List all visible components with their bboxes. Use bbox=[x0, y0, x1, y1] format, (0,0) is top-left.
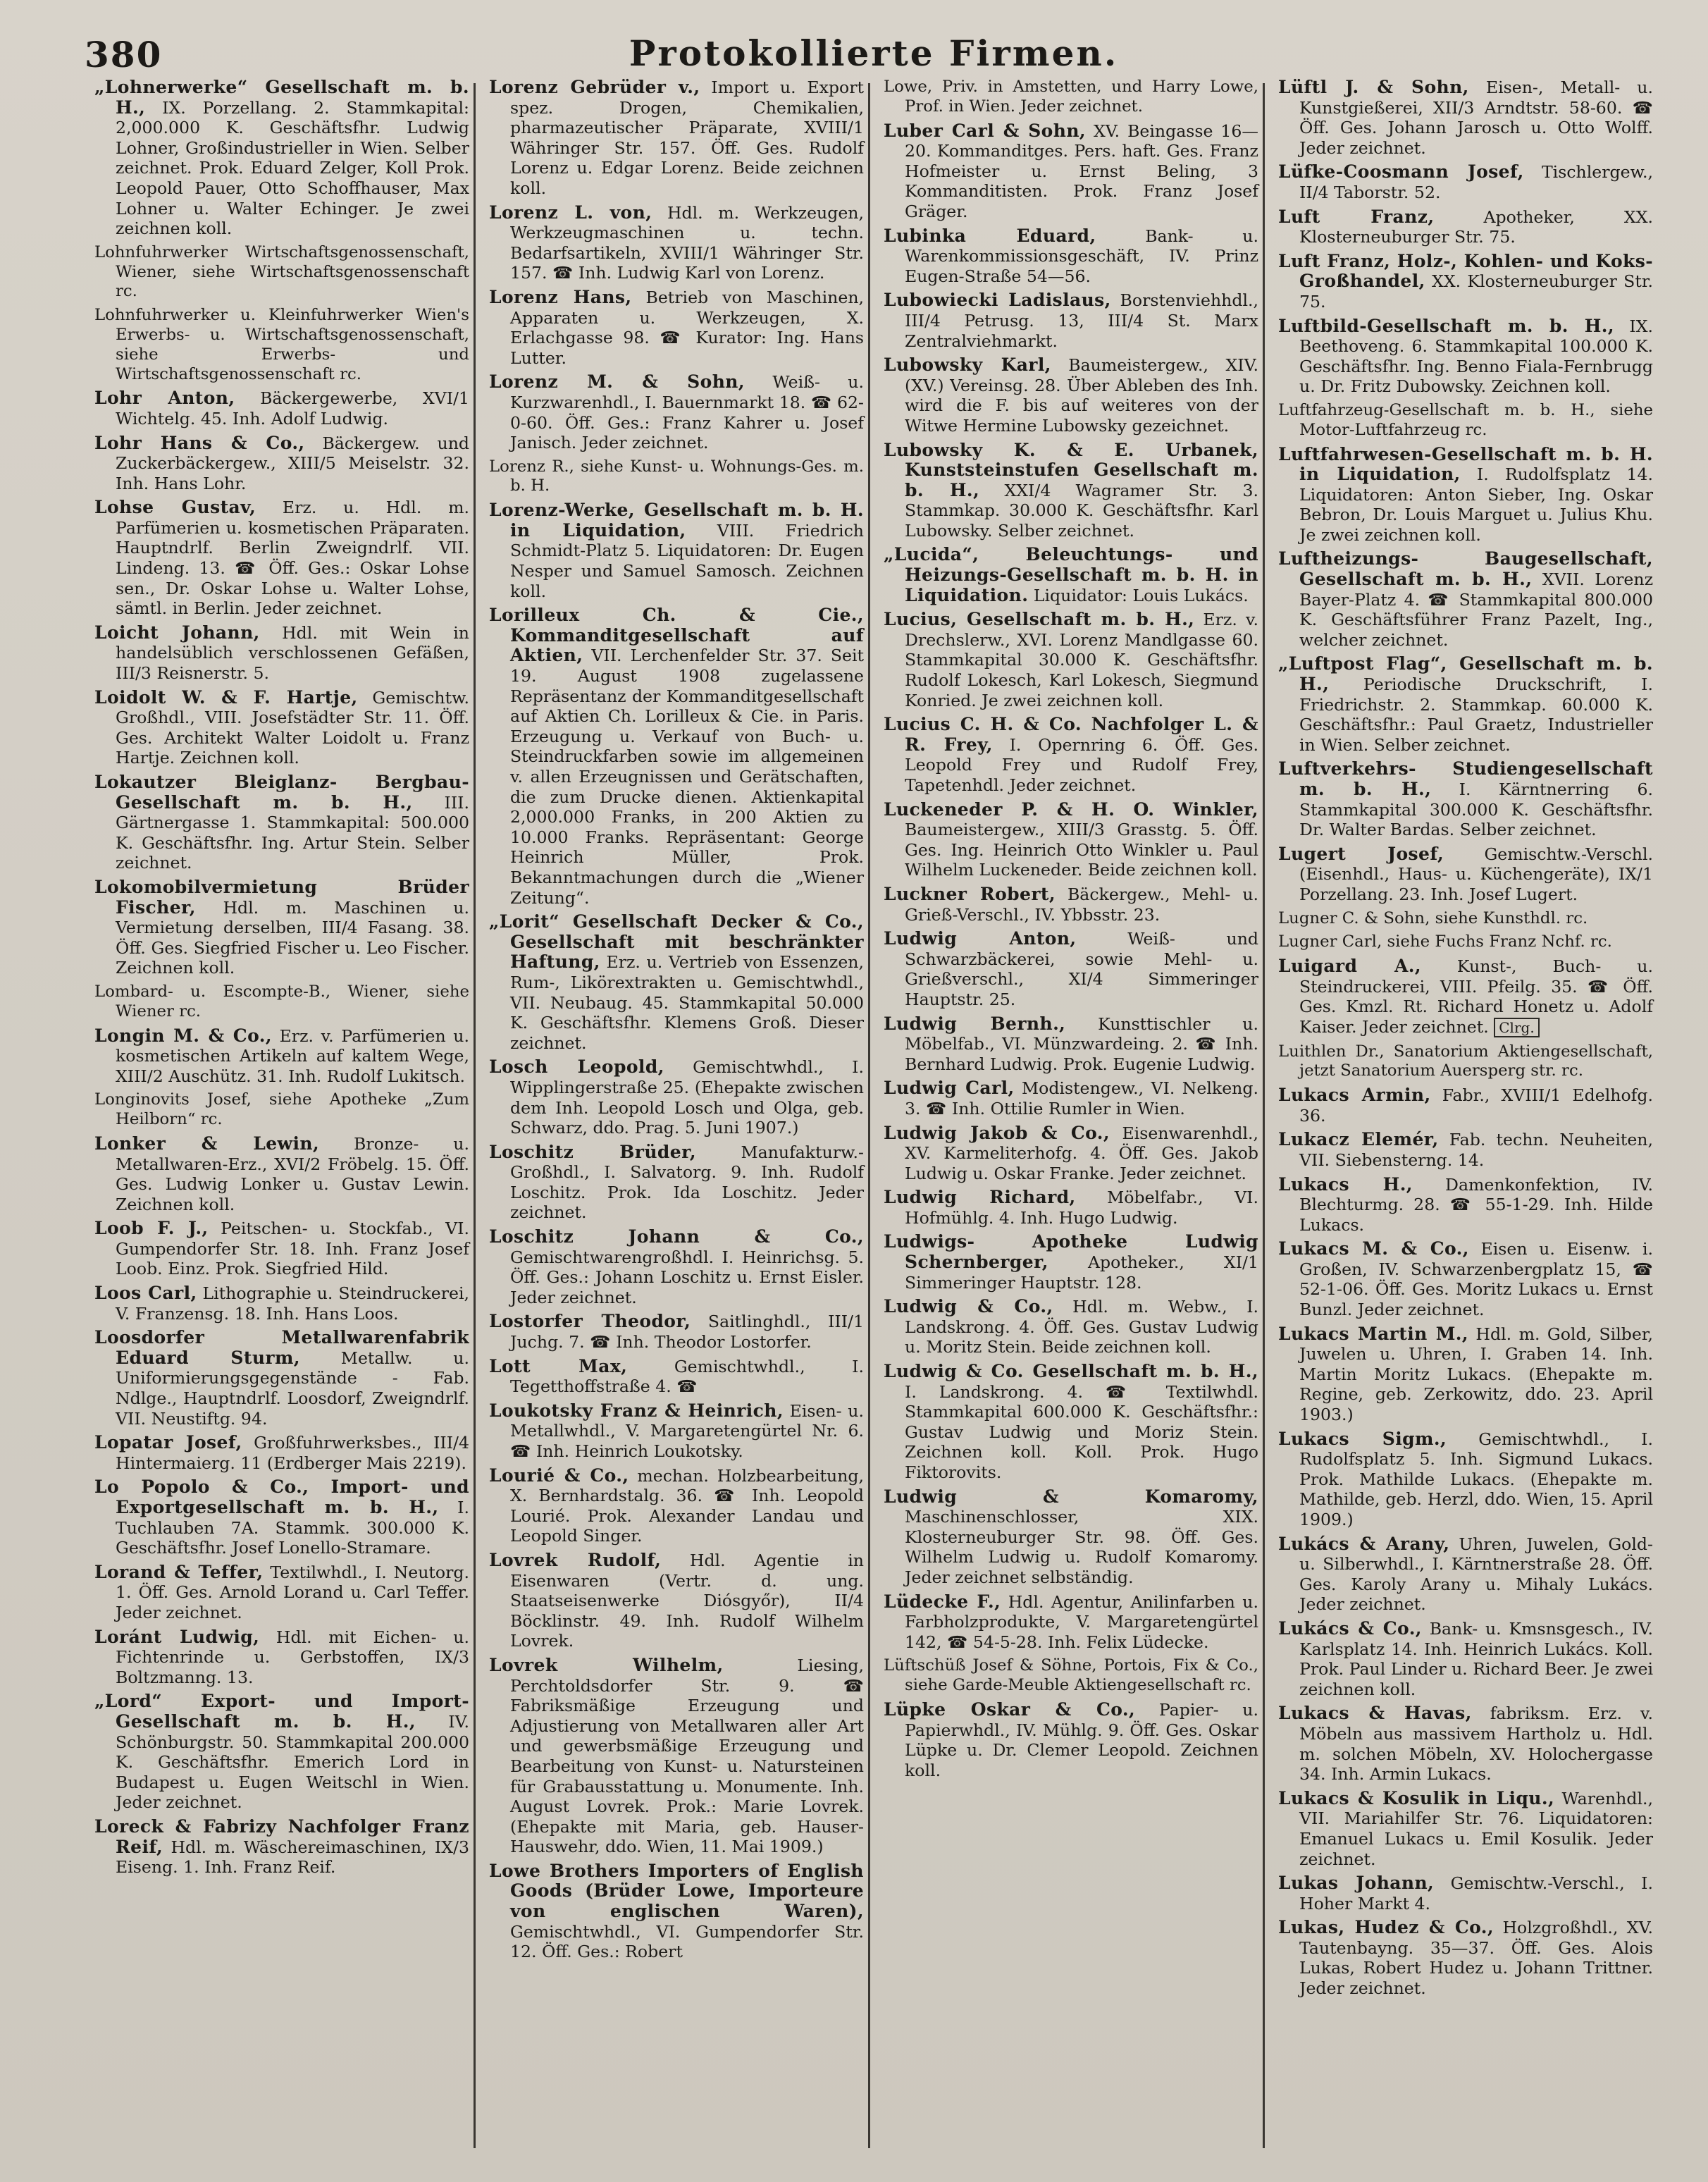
firm-name: Lukacs H., bbox=[1278, 1173, 1413, 1195]
directory-entry bbox=[1278, 1175, 1653, 1235]
directory-entry bbox=[1278, 401, 1653, 440]
entry-text: Longinovits Josef, siehe Apotheke „Zum Heilborn“ rc. bbox=[94, 1090, 469, 1129]
firm-name: Lorenz Hans, bbox=[489, 286, 632, 307]
firm-name: Longin M. & Co., bbox=[94, 1025, 272, 1046]
directory-entry bbox=[884, 1700, 1258, 1780]
firm-name: Lovrek Wilhelm, bbox=[489, 1654, 724, 1675]
directory-entry bbox=[489, 500, 864, 601]
directory-entry bbox=[1278, 207, 1653, 247]
directory-entry bbox=[489, 1227, 864, 1307]
firm-name: Lokautzer Bleiglanz- Bergbau-Gesellschaft m. b. H., bbox=[94, 772, 469, 813]
directory-entry bbox=[1278, 549, 1653, 650]
directory-entry bbox=[1278, 1918, 1653, 1998]
firm-name: Lohr Hans & Co., bbox=[94, 432, 305, 453]
entry-text: Eisen-, Metall- u. Kunstgießerei, XII/3 Arndtstr. 58-60. ☎ Öff. Ges. Johann Jarosch u. Otto Wolff. Jeder zeichnet. bbox=[1299, 78, 1654, 158]
firm-name: Lonker & Lewin, bbox=[94, 1133, 320, 1154]
directory-entry bbox=[884, 1188, 1258, 1228]
directory-entry bbox=[1278, 932, 1653, 952]
entry-text: Lohnfuhrwerker u. Kleinfuhrwerker Wien's Erwerbs- u. Wirtschaftsgenossenschaft, siehe Erwerbs- und Wirtschaftsgenossenschaft rc. bbox=[94, 306, 469, 383]
directory-entry bbox=[884, 1123, 1258, 1184]
firm-name: Lukas, Hudez & Co., bbox=[1278, 1917, 1494, 1938]
entry-text: Hdl. m. Wäschereimaschinen, IX/3 Eiseng. 1. Inh. Franz Reif. bbox=[116, 1837, 470, 1878]
entry-text: Textilwhdl., I. Neutorg. 1. Öff. Ges. Arnold Lorand u. Carl Teffer. Jeder zeichnet. bbox=[116, 1562, 469, 1622]
entry-text: XVII. Lorenz Bayer-Platz 4. ☎ Stammkapital 800.000 K. Geschäftsführer Franz Pazelt, Ing., welcher zeichnet. bbox=[1299, 569, 1654, 650]
entry-text: mechan. Holzbearbeitung, X. Bernhardstalg. 36. ☎ Inh. Leopold Lourié. Prok. Alexander Landau und Leopold Singer. bbox=[510, 1465, 864, 1546]
firm-name: Lohr Anton, bbox=[94, 388, 235, 409]
directory-entry bbox=[94, 388, 469, 429]
directory-entry bbox=[94, 306, 469, 384]
directory-entry bbox=[489, 1312, 864, 1352]
firm-name: Lukacs M. & Co., bbox=[1278, 1238, 1469, 1259]
entry-text: Erz. u. Vertrieb von Essenzen, Rum-, Likörextrakten u. Gemischtwhdl., VII. Neubaug. 45. Stammkapital 50.000 K. Geschäftsfhr. Klemens Groß. Dieser zeichnet. bbox=[510, 952, 864, 1053]
firm-name: Luigard A., bbox=[1278, 956, 1421, 977]
directory-entry bbox=[884, 226, 1258, 287]
entry-text: Fabr., XVIII/1 Edelhofg. 36. bbox=[1299, 1085, 1654, 1126]
entry-text: Warenhdl., VII. Mariahilfer Str. 76. Liquidatoren: Emanuel Lukacs u. Emil Kosulik. Jeder zeichnet. bbox=[1299, 1788, 1653, 1869]
directory-entry bbox=[1278, 162, 1653, 202]
directory-entry bbox=[1278, 252, 1653, 312]
entry-text: XX. Klosterneuburger Str. 75. bbox=[1299, 271, 1654, 312]
firm-name: Lukacs & Kosulik in Liqu., bbox=[1278, 1787, 1555, 1808]
entry-text: Eisen u. Eisenw. i. Großen, IV. Schwarzenbergplatz 15, ☎ 52-1-06. Öff. Ges. Moritz Lukacs u. Ernst Bunzl. Jeder zeichnet. bbox=[1299, 1239, 1653, 1320]
firm-name: „Lord“ Export- und Import-Gesellschaft m. b. H., bbox=[94, 1691, 469, 1732]
entry-text: Bank- u. Kmsnsgesch., IV. Karlsplatz 14. Inh. Heinrich Lukács. Koll. Prok. Paul Linder u. Richard Beer. Je zwei zeichnen koll. bbox=[1299, 1618, 1654, 1699]
firm-name: Luckner Robert, bbox=[884, 883, 1056, 904]
directory-entry bbox=[1278, 316, 1653, 397]
firm-name: Losch Leopold, bbox=[489, 1056, 664, 1078]
entry-text: Kunst-, Buch- u. Steindruckerei, VIII. Pfeilg. 35. ☎ Öff. Ges. Kmzl. Rt. Richard Honetz u. Adolf Kaiser. Jeder zeichnet. bbox=[1299, 956, 1654, 1037]
directory-entry bbox=[1278, 78, 1653, 158]
directory-entry bbox=[884, 715, 1258, 795]
directory-entry bbox=[94, 1817, 469, 1878]
directory-entry bbox=[94, 78, 469, 239]
entry-text: Borstenviehhdl., III/4 Petrusg. 13, III/4 St. Marx Zentralviehmarkt. bbox=[905, 290, 1258, 351]
firm-name: Lorand & Teffer, bbox=[94, 1561, 264, 1582]
entry-text: Bäckergew., Mehl- u. Grieß-Verschl., IV. Ybbsstr. 23. bbox=[905, 884, 1259, 925]
entry-text: Manufakturw.-Großhdl., I. Salvatorg. 9. Inh. Rudolf Loschitz. Prok. Ida Loschitz. Jeder zeichnet. bbox=[510, 1142, 864, 1223]
firm-name: Lucius C. H. & Co. Nachfolger L. & R. Frey, bbox=[884, 714, 1258, 755]
entry-text: Baumeistergew., XIII/3 Grasstg. 5. Öff. Ges. Ing. Heinrich Otto Winkler u. Paul Wilhelm Luckeneder. Beide zeichnen koll. bbox=[905, 820, 1258, 880]
entry-text: Saitlinghdl., III/1 Juchg. 7. ☎ Inh. Theodor Lostorfer. bbox=[510, 1312, 864, 1352]
entry-text: I. Kärntnerring 6. Stammkapital 300.000 K. Geschäftsfhr. Dr. Walter Bardas. Selber zeichnet. bbox=[1299, 779, 1653, 840]
directory-entry bbox=[884, 1362, 1258, 1483]
firm-name: Lukacs Martin M., bbox=[1278, 1323, 1468, 1344]
directory-entry bbox=[1278, 1042, 1653, 1082]
columns bbox=[85, 78, 1663, 2157]
firm-name: Ludwig & Co., bbox=[884, 1296, 1053, 1317]
firm-name: Loicht Johann, bbox=[94, 622, 260, 643]
firm-name: Lowe Brothers Importers of English Goods (Brüder Lowe, Importeure von englischen Waren), bbox=[489, 1860, 864, 1922]
entry-text: Bronze- u. Metallwaren-Erz., XVI/2 Fröbelg. 15. Öff. Ges. Ludwig Lonker u. Gustav Lewin. Zeichnen koll. bbox=[116, 1133, 470, 1214]
directory-entry bbox=[884, 290, 1258, 351]
entry-text: XXI/4 Wagramer Str. 3. Stammkap. 30.000 K. Geschäftsfhr. Karl Lubowsky. Selber zeichnet. bbox=[905, 480, 1258, 541]
entry-text: Periodische Druckschrift, I. Friedrichstr. 2. Stammkap. 60.000 K. Geschäftsfhr.: Paul Graetz, Industrieller in Wien. Selber zeichnet. bbox=[1299, 674, 1653, 755]
firm-name: Loukotsky Franz & Heinrich, bbox=[489, 1400, 784, 1421]
firm-name: Lukacs & Havas, bbox=[1278, 1703, 1472, 1724]
running-title: Protokollierte Firmen. bbox=[629, 32, 1119, 74]
directory-entry bbox=[884, 1078, 1258, 1118]
entry-text: Papier- u. Papierwhdl., IV. Mühlg. 9. Öff. Ges. Oskar Lüpke u. Dr. Clemer Leopold. Zeichnen koll. bbox=[905, 1699, 1258, 1780]
directory-entry bbox=[1278, 654, 1653, 755]
firm-name: Lubowsky K. & E. Urbanek, Kunststeinstufen Gesellschaft m. b. H., bbox=[884, 439, 1258, 500]
firm-name: Lubowsky Karl, bbox=[884, 355, 1051, 376]
directory-entry bbox=[94, 1562, 469, 1623]
firm-name: Lorilleux Ch. & Cie., Kommanditgesellschaft auf Aktien, bbox=[489, 605, 864, 666]
entry-text: Weiß- u. Kurzwarenhdl., I. Bauernmarkt 18. ☎ 62-0-60. Öff. Ges.: Franz Kahrer u. Josef Janisch. Jeder zeichnet. bbox=[510, 372, 864, 453]
firm-name: Lucius, Gesellschaft m. b. H., bbox=[884, 609, 1195, 630]
directory-entry bbox=[489, 1142, 864, 1223]
firm-name: Ludwig Carl, bbox=[884, 1078, 1015, 1099]
directory-entry bbox=[489, 1401, 864, 1462]
entry-text: Lugner C. & Sohn, siehe Kunsthdl. rc. bbox=[1278, 908, 1588, 927]
entry-text: Baumeistergew., XIV. (XV.) Vereinsg. 28. Über Ableben des Inh. wird die F. bis auf weiteres von der Witwe Hermine Lubowsky gezeichnet. bbox=[905, 355, 1258, 436]
directory-entry bbox=[94, 1627, 469, 1688]
firm-name: Lourié & Co., bbox=[489, 1465, 629, 1486]
directory-entry bbox=[1278, 1619, 1653, 1699]
entry-text: Apotheker, XX. Klosterneuburger Str. 75. bbox=[1299, 207, 1653, 247]
entry-text: Hdl. m. Maschinen u. Vermietung derselben, III/4 Fasang. 38. Öff. Ges. Siegfried Fischer u. Leo Fischer. Zeichnen koll. bbox=[116, 897, 469, 978]
directory-entry bbox=[489, 605, 864, 908]
directory-entry bbox=[884, 440, 1258, 541]
directory-entry bbox=[94, 982, 469, 1022]
firm-name: Lohse Gustav, bbox=[94, 497, 256, 518]
entry-text: Gemischtwarengroßhdl. I. Heinrichsg. 5. Öff. Ges.: Johann Loschitz u. Ernst Eisler. Jeder zeichnet. bbox=[510, 1247, 864, 1307]
directory-entry bbox=[94, 688, 469, 768]
directory-entry bbox=[94, 433, 469, 494]
entry-text: I. Rudolfsplatz 14. Liquidatoren: Anton Sieber, Ing. Oskar Bebron, Dr. Louis Marguet u. Julius Khu. Je zwei zeichnen koll. bbox=[1299, 464, 1654, 545]
entry-text: IX. Porzellang. 2. Stammkapital: 2,000.000 K. Geschäftsfhr. Ludwig Lohner, Großindustrieller in Wien. Selber zeichnet. Prok. Eduard Zelger, Koll Prok. Leopold Pauer, Otto Schoffhauser, Max Lohner u. Walter Echinger. Je zwei zeichnen koll. bbox=[116, 97, 469, 239]
entry-text: Hdl. mit Eichen- u. Fichtenrinde u. Gerbstoffen, IX/3 Boltzmanng. 13. bbox=[116, 1627, 469, 1687]
entry-text: Hdl. m. Webw., I. Landskrong. 4. Öff. Ges. Gustav Ludwig u. Moritz Stein. Beide zeichnen koll. bbox=[905, 1297, 1259, 1357]
entry-text: VII. Lerchenfelder Str. 37. Seit 19. August 1908 zugelassene Repräsentanz der Kommanditgesellschaft auf Aktien Ch. Lorilleux & Cie. in Paris. Erzeugung u. Verkauf von Buch- u. Steindruckfarben sowie im allgemeinen v. allen Erzeugnissen und Gerätschaften, die zum Drucke dienen. Aktienkapital 2,000.000 Franks, in 200 Aktien zu 10.000 Franks. Repräsentant: George Heinrich Müller, Prok. Bekanntmachungen durch die „Wiener Zeitung“. bbox=[510, 646, 865, 908]
directory-entry bbox=[1278, 1429, 1653, 1530]
directory-entry bbox=[884, 929, 1258, 1009]
firm-name: Luft Franz, Holz-, Kohlen- und Koks-Großhandel, bbox=[1278, 250, 1653, 292]
column-2 bbox=[479, 78, 874, 2157]
firm-name: Luftbild-Gesellschaft m. b. H., bbox=[1278, 315, 1615, 336]
directory-entry bbox=[884, 1656, 1258, 1696]
entry-text: VIII. Friedrich Schmidt-Platz 5. Liquidatoren: Dr. Eugen Nesper und Samuel Samosch. Zeichnen koll. bbox=[510, 520, 864, 601]
firm-name: Ludwig Bernh., bbox=[884, 1013, 1066, 1034]
entry-text: Tischlergew., II/4 Taborstr. 52. bbox=[1299, 162, 1653, 202]
entry-text: Großfuhrwerksbes., III/4 Hintermaierg. 11 (Erdberger Mais 2219). bbox=[116, 1433, 470, 1473]
firm-name: Lo Popolo & Co., Import- und Exportgesellschaft m. b. H., bbox=[94, 1477, 469, 1518]
directory-entry bbox=[489, 1466, 864, 1546]
entry-text: Hdl. Agentie in Eisenwaren (Vertr. d. ung. Staatseisenwerke Diósgyőr), II/4 Böcklinstr. 49. Inh. Rudolf Wilhelm Lovrek. bbox=[510, 1550, 864, 1651]
firm-name: Luft Franz, bbox=[1278, 206, 1435, 227]
firm-name: „Lohnerwerke“ Gesellschaft m. b. H., bbox=[94, 78, 469, 118]
entry-text: Betrieb von Maschinen, Apparaten u. Werkzeugen, X. Erlachgasse 98. ☎ Kurator: Ing. Hans Lutter. bbox=[510, 287, 865, 368]
entry-text: IV. Schönburgstr. 50. Stammkapital 200.000 K. Geschäftsfhr. Emerich Lord in Budapest u. Eugen Weitschl in Wien. Jeder zeichnet. bbox=[116, 1711, 470, 1813]
firm-name: Ludwig Richard, bbox=[884, 1187, 1076, 1208]
entry-text: Maschinenschlosser, XIX. Klosterneuburger Str. 98. Öff. Ges. Wilhelm Ludwig u. Rudolf Komaromy. Jeder zeichnet selbständig. bbox=[905, 1507, 1258, 1587]
directory-entry bbox=[489, 457, 864, 497]
entry-text: Luftfahrzeug-Gesellschaft m. b. H., siehe Motor-Luftfahrzeug rc. bbox=[1278, 400, 1653, 439]
firm-name: Lostorfer Theodor, bbox=[489, 1311, 691, 1332]
entry-text: fabriksm. Erz. v. Möbeln aus massivem Hartholz u. Hdl. m. solchen Möbeln, XV. Holochergasse 34. Inh. Armin Lukacs. bbox=[1299, 1703, 1654, 1785]
directory-entry bbox=[94, 1433, 469, 1473]
column-4 bbox=[1268, 78, 1663, 2157]
directory-entry bbox=[94, 1477, 469, 1558]
entry-text: Fab. techn. Neuheiten, VII. Siebensterng. 14. bbox=[1299, 1130, 1653, 1170]
directory-entry bbox=[884, 800, 1258, 880]
directory-entry bbox=[489, 203, 864, 283]
entry-text: Modistengew., VI. Nelkeng. 3. ☎ Inh. Ottilie Rumler in Wien. bbox=[905, 1078, 1258, 1118]
entry-text: Eisenwarenhdl., XV. Karmeliterhofg. 4. Öff. Ges. Jakob Ludwig u. Oskar Franke. Jeder zeichnet. bbox=[905, 1123, 1259, 1183]
firm-name: „Lucida“, Beleuchtungs- und Heizungs-Gesellschaft m. b. H. in Liquidation. bbox=[884, 544, 1258, 605]
entry-text: Uhren, Juwelen, Gold- u. Silberwhdl., I. Kärntnerstraße 28. Öff. Ges. Karoly Arany u. Mihaly Lukács. Jeder zeichnet. bbox=[1299, 1534, 1653, 1615]
directory-entry bbox=[489, 1357, 864, 1397]
firm-name: Lubowiecki Ladislaus, bbox=[884, 290, 1111, 311]
entry-text: IX. Beethoveng. 6. Stammkapital 100.000 K. Geschäftsfhr. Ing. Benno Fiala-Fernbrugg u. Dr. Fritz Dubowsky. Zeichnen koll. bbox=[1299, 316, 1653, 397]
directory-entry bbox=[884, 884, 1258, 925]
directory-entry bbox=[94, 243, 469, 302]
entry-text: Hdl. m. Werkzeugen, Werkzeugmaschinen u. techn. Bedarfsartikeln, XVIII/1 Währinger Str. 157. ☎ Inh. Ludwig Karl von Lorenz. bbox=[510, 202, 865, 283]
directory-entry bbox=[1278, 1873, 1653, 1913]
entry-text: Lugner Carl, siehe Fuchs Franz Nchf. rc. bbox=[1278, 932, 1612, 951]
entry-text: Lithographie u. Steindruckerei, V. Franzensg. 18. Inh. Hans Loos. bbox=[116, 1283, 470, 1324]
firm-name: „Lorit“ Gesellschaft Decker & Co., Gesellschaft mit beschränkter Haftung, bbox=[489, 911, 864, 973]
directory-entry bbox=[884, 1297, 1258, 1357]
directory-entry bbox=[489, 372, 864, 452]
firm-name: Lott Max, bbox=[489, 1355, 628, 1376]
entry-text: Bank- u. Warenkommissionsgeschäft, IV. Prinz Eugen-Straße 54—56. bbox=[905, 226, 1258, 286]
entry-text: Import u. Export spez. Drogen, Chemikalien, pharmazeutischer Präparate, XVIII/1 Währinger Str. 157. Öff. Ges. Rudolf Lorenz u. Edgar Lorenz. Beide zeichnen koll. bbox=[510, 78, 864, 198]
firm-name: Luftverkehrs- Studiengesellschaft m. b. H., bbox=[1278, 758, 1653, 799]
entry-text: Gemischtwhdl., VI. Gumpendorfer Str. 12. Öff. Ges.: Robert bbox=[510, 1921, 864, 1962]
firm-name: Lorenz L. von, bbox=[489, 202, 652, 223]
firm-name: Lugert Josef, bbox=[1278, 843, 1444, 864]
entry-text: Damenkonfektion, IV. Blechturmg. 28. ☎ 55-1-29. Inh. Hilde Lukacs. bbox=[1299, 1174, 1653, 1235]
directory-entry bbox=[94, 1090, 469, 1130]
firm-name: „Luftpost Flag“, Gesellschaft m. b. H., bbox=[1278, 653, 1653, 695]
directory-entry bbox=[884, 1014, 1258, 1075]
entry-text: III. Gärtnergasse 1. Stammkapital: 500.000 K. Geschäftsfhr. Ing. Artur Stein. Selber zeichnet. bbox=[116, 792, 470, 873]
firm-name: Lukacz Elemér, bbox=[1278, 1129, 1439, 1150]
directory-entry bbox=[884, 1232, 1258, 1293]
firm-name: Lorenz M. & Sohn, bbox=[489, 371, 745, 393]
entry-text: XV. Beingasse 16—20. Kommanditges. Pers. haft. Ges. Franz Hofmeister u. Ernst Beling, 3 Kommanditisten. Prok. Franz Josef Gräger. bbox=[905, 121, 1258, 221]
directory-entry bbox=[94, 623, 469, 684]
entry-text: Hdl. Agentur, Anilinfarben u. Farbholzprodukte, V. Margaretengürtel 142, ☎ 54-5-28. Inh. Felix Lüdecke. bbox=[905, 1591, 1258, 1652]
directory-entry bbox=[1278, 1789, 1653, 1869]
column-1 bbox=[85, 78, 479, 2157]
directory-entry bbox=[94, 1283, 469, 1324]
entry-text: Möbelfabr., VI. Hofmühlg. 4. Inh. Hugo Ludwig. bbox=[905, 1188, 1258, 1228]
firm-name: Ludwig Anton, bbox=[884, 928, 1077, 949]
firm-name: Lovrek Rudolf, bbox=[489, 1549, 662, 1570]
firm-name: Lüpke Oskar & Co., bbox=[884, 1699, 1136, 1720]
entry-text: Lowe, Priv. in Amstetten, und Harry Lowe, Prof. in Wien. Jeder zeichnet. bbox=[884, 78, 1258, 116]
firm-name: Lopatar Josef, bbox=[94, 1432, 242, 1453]
entry-text: Bäckergew. und Zuckerbäckergew., XIII/5 Meiselstr. 32. Inh. Hans Lohr. bbox=[116, 433, 469, 493]
firm-name: Loschitz Johann & Co., bbox=[489, 1226, 864, 1247]
directory-entry bbox=[94, 772, 469, 873]
entry-text: Eisen- u. Metallwhdl., V. Margaretengürtel Nr. 6. ☎ Inh. Heinrich Loukotsky. bbox=[510, 1400, 865, 1461]
page-number: 380 bbox=[85, 34, 163, 75]
directory-entry bbox=[1278, 1324, 1653, 1425]
directory-entry bbox=[489, 78, 864, 199]
directory-entry bbox=[884, 545, 1258, 605]
directory-entry bbox=[489, 912, 864, 1053]
firm-name: Lüftl J. & Sohn, bbox=[1278, 78, 1469, 97]
firm-name: Loránt Ludwig, bbox=[94, 1626, 260, 1647]
entry-text: Gemischtw.-Verschl., I. Hoher Markt 4. bbox=[1299, 1873, 1654, 1913]
column-3 bbox=[874, 78, 1268, 2157]
firm-name: Luckeneder P. & H. O. Winkler, bbox=[884, 799, 1258, 820]
entry-text: Gemischtwhdl., I. Tegetthoffstraße 4. ☎ bbox=[510, 1356, 865, 1397]
directory-entry bbox=[94, 498, 469, 619]
directory-entry bbox=[1278, 1130, 1653, 1170]
directory-entry bbox=[489, 1656, 864, 1857]
entry-text: I. Tuchlauben 7A. Stammk. 300.000 K. Geschäftsfhr. Josef Lonello-Stramare. bbox=[116, 1498, 469, 1558]
firm-name: Ludwig Jakob & Co., bbox=[884, 1122, 1110, 1143]
entry-text: Apotheker., XI/1 Simmeringer Hauptstr. 128. bbox=[905, 1252, 1258, 1293]
directory-entry bbox=[884, 121, 1258, 222]
firm-name: Lukács & Co., bbox=[1278, 1617, 1422, 1639]
entry-text: Gemischtw.-Verschl. (Eisenhdl., Haus- u. Küchengeräte), IX/1 Porzellang. 23. Inh. Josef Lugert. bbox=[1299, 844, 1653, 904]
firm-name: Loosdorfer Metallwarenfabrik Eduard Sturm, bbox=[94, 1327, 469, 1368]
firm-name: Ludwigs- Apotheke Ludwig Schernberger, bbox=[884, 1231, 1258, 1273]
entry-text: Lüftschüß Josef & Söhne, Portois, Fix & Co., siehe Garde-Meuble Aktiengesellschaft rc. bbox=[884, 1656, 1258, 1695]
firm-name: Lubinka Eduard, bbox=[884, 225, 1096, 246]
entry-text: Metallw. u. Uniformierungsgegenstände - Fab. Ndlge., Hauptndrlf. Loosdorf, Zweigndrlf. VII. Neustiftg. 94. bbox=[116, 1348, 470, 1429]
firm-name: Lüfke-Coosmann Josef, bbox=[1278, 161, 1524, 183]
directory-entry bbox=[884, 78, 1258, 117]
entry-text: Lohnfuhrwerker Wirtschaftsgenossenschaft, Wiener, siehe Wirtschaftsgenossenschaft rc. bbox=[94, 242, 469, 301]
entry-text: Kunsttischler u. Möbelfab., VI. Münzwardeing. 2. ☎ Inh. Bernhard Ludwig. Prok. Eugenie Ludwig. bbox=[905, 1013, 1258, 1074]
firm-name: Ludwig & Komaromy, bbox=[884, 1486, 1258, 1507]
directory-entry bbox=[884, 610, 1258, 710]
entry-text: Weiß- und Schwarzbäckerei, sowie Mehl- u. Grießverschl., XI/4 Simmeringer Hauptstr. 25. bbox=[905, 929, 1258, 1009]
firm-name: Ludwig & Co. Gesellschaft m. b. H., bbox=[884, 1361, 1258, 1382]
firm-name: Lukács & Arany, bbox=[1278, 1533, 1450, 1554]
directory-entry bbox=[1278, 445, 1653, 546]
entry-text: Luithlen Dr., Sanatorium Aktiengesellschaft, jetzt Sanatorium Auersperg str. rc. bbox=[1278, 1042, 1653, 1080]
directory-entry bbox=[1278, 759, 1653, 839]
firm-name: Lukacs Sigm., bbox=[1278, 1428, 1447, 1449]
firm-name: Luber Carl & Sohn, bbox=[884, 120, 1087, 141]
firm-name: Lüdecke F., bbox=[884, 1591, 1001, 1612]
entry-text: Bäckergewerbe, XVI/1 Wichtelg. 45. Inh. Adolf Ludwig. bbox=[116, 388, 469, 429]
directory-entry bbox=[884, 1487, 1258, 1588]
directory-entry bbox=[1278, 1534, 1653, 1615]
entry-text: Hdl. m. Gold, Silber, Juwelen u. Uhren, I. Graben 14. Inh. Martin Moritz Lukacs. (Ehepakte m. Regine, geb. Zerkowitz, ddo. 23. April 1903.) bbox=[1299, 1324, 1654, 1425]
directory-entry bbox=[884, 355, 1258, 436]
directory-entry bbox=[489, 288, 864, 368]
directory-entry bbox=[94, 877, 469, 978]
entry-text: Gemischtw. Großhdl., VIII. Josefstädter Str. 11. Öff. Ges. Architekt Walter Loidolt u. Franz Hartje. Zeichnen koll. bbox=[116, 687, 469, 768]
entry-text: I. Opernring 6. Öff. Ges. Leopold Frey und Rudolf Frey, Tapetenhdl. Jeder zeichnet. bbox=[905, 734, 1259, 795]
firm-name: Loidolt W. & F. Hartje, bbox=[94, 686, 358, 708]
directory-entry bbox=[1278, 956, 1653, 1037]
directory-entry bbox=[489, 1057, 864, 1138]
firm-name: Loob F. J., bbox=[94, 1218, 209, 1239]
firm-name: Lorenz-Werke, Gesellschaft m. b. H. in Liquidation, bbox=[489, 500, 864, 541]
firm-name: Luftheizungs- Baugesellschaft, Gesellschaft m. b. H., bbox=[1278, 548, 1653, 590]
entry-text: Gemischtwhdl., I. Rudolfsplatz 5. Inh. Sigmund Lukacs. Prok. Mathilde Lukacs. (Ehepakte m. Mathilde, geb. Herzl, ddo. Wien, 15. April 1909.) bbox=[1299, 1429, 1653, 1529]
directory-entry bbox=[1278, 909, 1653, 929]
entry-text: Erz. u. Hdl. m. Parfümerien u. kosmetischen Präparaten. Hauptndrlf. Berlin Zweigndrlf. VII. Lindeng. 13. ☎ Öff. Ges.: Oskar Lohse sen., Dr. Oskar Lohse u. Walter Lohse, sämtl. in Berlin. Jeder zeichnet. bbox=[116, 498, 469, 619]
entry-text: Liquidator: Louis Lukács. bbox=[1033, 585, 1249, 605]
entry-text: Gemischtwhdl., I. Wipplingerstraße 25. (Ehepakte zwischen dem Inh. Leopold Losch und Olga, geb. Schwarz, ddo. Prag. 5. Juni 1907.) bbox=[510, 1057, 865, 1138]
entry-text: Liesing, Perchtoldsdorfer Str. 9. ☎ Fabriksmäßige Erzeugung und Adjustierung von Metallwaren aller Art und gewerbsmäßige Erzeugung und Bearbeitung von Kunst- u. Natursteinen für Grabausstattung u. Monumente. Inh. August Lovrek. Prok.: Marie Lovrek. (Ehepakte mit Maria, geb. Hauser-Hauswehr, ddo. Wien, 11. Mai 1909.) bbox=[510, 1655, 865, 1857]
directory-entry bbox=[1278, 1703, 1653, 1784]
directory-entry bbox=[94, 1691, 469, 1813]
directory-entry bbox=[1278, 1239, 1653, 1319]
entry-text: Lorenz R., siehe Kunst- u. Wohnungs-Ges. m. b. H. bbox=[489, 457, 864, 495]
clearing-badge: Clrg. bbox=[1494, 1018, 1539, 1037]
entry-text: I. Landskrong. 4. ☎ Textilwhdl. Stammkapital 600.000 K. Geschäftsfhr.: Gustav Ludwig und Moriz Stein. Zeichnen koll. Koll. Prok. Hugo Fiktorovits. bbox=[905, 1381, 1258, 1482]
directory-entry bbox=[884, 1592, 1258, 1653]
firm-name: Lukas Johann, bbox=[1278, 1873, 1435, 1894]
firm-name: Loschitz Brüder, bbox=[489, 1141, 696, 1162]
directory-entry bbox=[489, 1551, 864, 1651]
directory-entry bbox=[94, 1134, 469, 1214]
directory-entry bbox=[94, 1026, 469, 1087]
directory-entry bbox=[489, 1861, 864, 1962]
page-header bbox=[85, 30, 1663, 75]
directory-entry bbox=[94, 1219, 469, 1279]
entry-text: Erz. v. Parfümerien u. kosmetischen Artikeln auf kaltem Wege, XIII/2 Auschütz. 31. Inh. Rudolf Lukitsch. bbox=[116, 1025, 469, 1086]
directory-entry bbox=[94, 1328, 469, 1429]
firm-name: Luftfahrwesen-Gesellschaft m. b. H. in Liquidation, bbox=[1278, 443, 1653, 485]
firm-name: Lokomobilvermietung Brüder Fischer, bbox=[94, 876, 469, 918]
firm-name: Lorenz Gebrüder v., bbox=[489, 78, 700, 97]
firm-name: Loreck & Fabrizy Nachfolger Franz Reif, bbox=[94, 1816, 469, 1857]
firm-name: Loos Carl, bbox=[94, 1283, 197, 1304]
directory-entry bbox=[1278, 844, 1653, 905]
firm-name: Lukacs Armin, bbox=[1278, 1085, 1431, 1106]
entry-text: Hdl. mit Wein in handelsüblich verschlossenen Gefäßen, III/3 Reisnerstr. 5. bbox=[116, 622, 469, 684]
directory-entry bbox=[1278, 1085, 1653, 1126]
entry-text: Peitschen- u. Stockfab., VI. Gumpendorfer Str. 18. Inh. Franz Josef Loob. Einz. Prok. Siegfried Hild. bbox=[116, 1219, 469, 1279]
entry-text: Lombard- u. Escompte-B., Wiener, siehe Wiener rc. bbox=[94, 982, 469, 1021]
entry-text: Erz. v. Drechslerw., XVI. Lorenz Mandlgasse 60. Stammkapital 30.000 K. Geschäftsfhr. Rudolf Lokesch, Karl Lokesch, Siegmund Konried. Je zwei zeichnen koll. bbox=[905, 610, 1258, 710]
entry-text: Holzgroßhdl., XV. Tautenbayng. 35—37. Öff. Ges. Alois Lukas, Robert Hudez u. Johann Trittner. Jeder zeichnet. bbox=[1299, 1918, 1654, 1999]
